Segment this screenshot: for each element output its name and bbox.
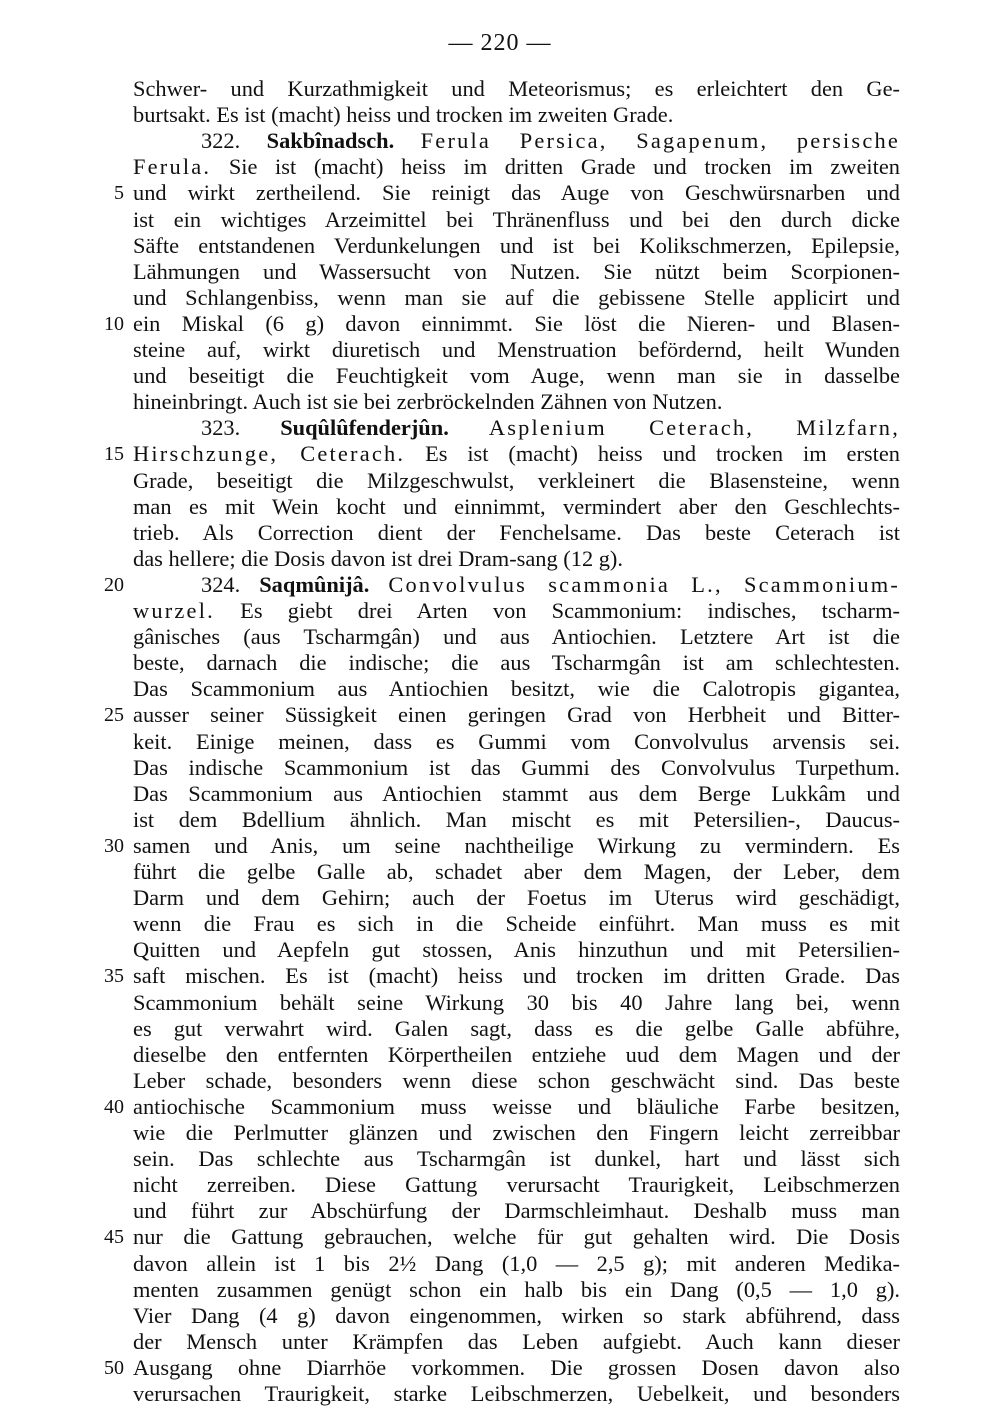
- text-line: [133, 1146, 900, 1172]
- text-span: 322.: [201, 128, 267, 154]
- text-span: Es giebt drei Arten von Scammonium: indisches, tscharm-: [214, 598, 900, 623]
- text-span: das hellere; die Dosis davon ist drei Dram-sang (12 g).: [133, 545, 623, 571]
- text-line: [133, 337, 900, 363]
- text-span: steine auf, wirkt diuretisch und Menstruation befördernd, heilt Wunden: [133, 337, 900, 362]
- botanical-name: Hirschzunge, Ceterach.: [133, 441, 406, 467]
- text-line: [133, 285, 900, 311]
- line-number: 40: [104, 1095, 124, 1118]
- text-line: [133, 311, 900, 337]
- text-line: [133, 1042, 900, 1068]
- text-span: und führt zur Abschürfung der Darmschleimhaut. Deshalb muss man: [133, 1198, 900, 1224]
- botanical-name: Asplenium Ceterach, Milzfarn,: [488, 415, 900, 441]
- text-span: antiochische Scammonium muss weisse und bläuliche Farbe besitzen,: [133, 1093, 900, 1119]
- text-span: ist dem Bdellium ähnlich. Man mischt es mit Petersilien-, Daucus-: [133, 806, 900, 832]
- text-line: [133, 1016, 900, 1042]
- text-line: [133, 468, 900, 494]
- text-line: [133, 1172, 900, 1198]
- text-line: [133, 520, 900, 546]
- text-span: hineinbringt. Auch ist sie bei zerbröckelnden Zähnen von Nutzen.: [133, 389, 723, 415]
- text-span: [369, 572, 388, 597]
- text-span: 323.: [201, 415, 281, 441]
- text-span: führt die gelbe Galle ab, schadet aber dem Magen, der Leber, dem: [133, 859, 900, 884]
- text-span: Das Scammonium aus Antiochien besitzt, wie die Calotropis gigantea,: [133, 676, 900, 702]
- text-line: [133, 1224, 900, 1250]
- text-span: trieb. Als Correction dient der Fenchelsame. Das beste Ceterach ist: [133, 519, 900, 545]
- text-span: nicht zerreiben. Diese Gattung verursacht Traurigkeit, Leibschmerzen: [133, 1172, 900, 1198]
- text-span: wenn die Frau es sich in die Scheide einführt. Man muss es mit: [133, 911, 900, 937]
- text-span: ein Miskal (6 g) davon einnimmt. Sie löst die Nieren- und Blasen-: [133, 310, 900, 336]
- text-line: [133, 441, 900, 467]
- text-span: verursachen Traurigkeit, starke Leibschmerzen, Uebelkeit, und besonders: [133, 1381, 900, 1406]
- line-number: 20: [104, 573, 124, 596]
- text-line: [133, 154, 900, 180]
- line-number: 5: [114, 182, 124, 205]
- text-line: [133, 180, 900, 206]
- text-line: [133, 207, 900, 233]
- text-line: [133, 1120, 900, 1146]
- text-span: Es ist (macht) heiss und trocken im ersten: [405, 441, 900, 467]
- text-line: [133, 990, 900, 1016]
- line-number: 15: [104, 443, 124, 466]
- text-span: Sie ist (macht) heiss im dritten Grade und trocken im zweiten: [211, 154, 900, 180]
- text-span: dieselbe den entfernten Körpertheilen entziehe uud dem Magen und der: [133, 1041, 900, 1067]
- text-line: [133, 76, 900, 102]
- text-span: ist ein wichtiges Arzeimittel bei Thränenfluss und bei den durch dicke: [133, 206, 900, 232]
- text-span: [449, 415, 489, 440]
- text-line: [133, 233, 900, 259]
- text-span: man es mit Wein kocht und einnimmt, vermindert aber den Geschlechts-: [133, 493, 900, 519]
- botanical-name: Ferula.: [133, 154, 212, 180]
- line-number: 30: [104, 834, 124, 857]
- text-line: [133, 1329, 900, 1355]
- text-span: 324.: [201, 571, 260, 597]
- text-span: der Mensch unter Krämpfen das Leben aufgiebt. Auch kann dieser: [133, 1328, 900, 1354]
- text-span: Das Scammonium aus Antiochien stammt aus dem Berge Lukkâm und: [133, 780, 900, 806]
- text-span: burtsakt. Es ist (macht) heiss und trocken im zweiten Grade.: [133, 102, 674, 128]
- text-line: [133, 128, 900, 154]
- text-span: Säfte entstandenen Verdunkelungen und ist bei Kolikschmerzen, Epilepsie,: [133, 232, 900, 258]
- text-line: [133, 1303, 900, 1329]
- text-line: [133, 624, 900, 650]
- text-line: [133, 259, 900, 285]
- text-span: Vier Dang (4 g) davon eingenommen, wirken so stark abführend, dass: [133, 1302, 900, 1328]
- text-line: [133, 1355, 900, 1381]
- text-line: [133, 963, 900, 989]
- text-line: [133, 1251, 900, 1277]
- text-span: wie die Perlmutter glänzen und zwischen den Fingern leicht zerreibbar: [133, 1120, 900, 1145]
- text-line: [133, 885, 900, 911]
- text-span: keit. Einige meinen, dass es Gummi vom Convolvulus arvensis sei.: [133, 728, 900, 754]
- text-span: davon allein ist 1 bis 2½ Dang (1,0 — 2,5 g); mit anderen Medika-: [133, 1250, 900, 1276]
- text-line: [133, 102, 900, 128]
- text-line: [133, 755, 900, 781]
- text-span: Leber schade, besonders wenn diese schon geschwächt sind. Das beste: [133, 1067, 900, 1093]
- text-span: Schwer- und Kurzathmigkeit und Meteorismus; es erleichtert den Ge-: [133, 76, 900, 101]
- text-span: Das indische Scammonium ist das Gummi des Convolvulus Turpethum.: [133, 754, 900, 780]
- text-span: samen und Anis, um seine nachtheilige Wirkung zu vermindern. Es: [133, 832, 900, 858]
- entry-heading: Sakbînadsch.: [266, 128, 395, 154]
- text-line: [133, 781, 900, 807]
- text-span: Lähmungen und Wassersucht von Nutzen. Sie nützt beim Scorpionen-: [133, 258, 900, 284]
- line-number: 25: [104, 704, 124, 727]
- botanical-name: wurzel.: [133, 598, 215, 623]
- line-number: 10: [104, 312, 124, 335]
- text-span: ausser seiner Süssigkeit einen geringen Grad von Herbheit und Bitter-: [133, 702, 900, 728]
- text-span: und beseitigt die Feuchtigkeit vom Auge, wenn man sie in dasselbe: [133, 363, 900, 389]
- text-span: gânisches (aus Tscharmgân) und aus Antiochien. Letztere Art ist die: [133, 624, 900, 650]
- botanical-name: Convolvulus scammonia L., Scammonium-: [388, 571, 900, 597]
- text-span: beste, darnach die indische; die aus Tscharmgân ist am schlechtesten.: [133, 650, 900, 676]
- text-line: [133, 937, 900, 963]
- text-line: [133, 1381, 900, 1407]
- text-span: Darm und dem Gehirn; auch der Foetus im Uterus wird geschädigt,: [133, 885, 900, 911]
- text-line: [133, 572, 900, 598]
- text-line: [133, 389, 900, 415]
- text-line: [133, 859, 900, 885]
- entry-heading: Saqmûnijâ.: [259, 571, 370, 597]
- text-line: [133, 546, 900, 572]
- text-line: [133, 363, 900, 389]
- text-line: [133, 494, 900, 520]
- page-number: — 220 —: [448, 30, 552, 56]
- text-span: Grade, beseitigt die Milzgeschwulst, verkleinert die Blasensteine, wenn: [133, 467, 900, 493]
- botanical-name: Ferula Persica, Sagapenum, persische: [420, 128, 900, 154]
- text-line: [133, 598, 900, 624]
- text-line: [133, 729, 900, 755]
- text-span: Ausgang ohne Diarrhöe vorkommen. Die grossen Dosen davon also: [133, 1354, 900, 1380]
- text-line: [133, 911, 900, 937]
- text-line: [133, 1068, 900, 1094]
- text-span: es gut verwahrt wird. Galen sagt, dass es die gelbe Galle abführe,: [133, 1015, 900, 1041]
- text-line: [133, 807, 900, 833]
- text-span: [394, 128, 420, 153]
- text-line: [133, 1277, 900, 1303]
- text-line: [133, 676, 900, 702]
- text-span: menten zusammen genügt schon ein halb bis ein Dang (0,5 — 1,0 g).: [133, 1276, 900, 1302]
- text-span: sein. Das schlechte aus Tscharmgân ist dunkel, hart und lässt sich: [133, 1146, 900, 1172]
- text-line: [133, 650, 900, 676]
- text-line: [133, 702, 900, 728]
- text-line: [133, 1198, 900, 1224]
- text-span: Scammonium behält seine Wirkung 30 bis 40 Jahre lang bei, wenn: [133, 989, 900, 1015]
- text-span: Quitten und Aepfeln gut stossen, Anis hinzuthun und mit Petersilien-: [133, 937, 900, 963]
- text-span: nur die Gattung gebrauchen, welche für gut gehalten wird. Die Dosis: [133, 1224, 900, 1250]
- line-number: 50: [104, 1356, 124, 1379]
- text-line: [133, 415, 900, 441]
- text-span: und Schlangenbiss, wenn man sie auf die gebissene Stelle applicirt und: [133, 284, 900, 310]
- text-line: [133, 1094, 900, 1120]
- line-number: 35: [104, 965, 124, 988]
- entry-heading: Suqûlûfenderjûn.: [280, 415, 449, 441]
- line-number: 45: [104, 1226, 124, 1249]
- text-line: [133, 833, 900, 859]
- text-span: und wirkt zertheilend. Sie reinigt das Auge von Geschwürsnarben und: [133, 180, 900, 206]
- text-span: saft mischen. Es ist (macht) heiss und trocken im dritten Grade. Das: [133, 963, 900, 989]
